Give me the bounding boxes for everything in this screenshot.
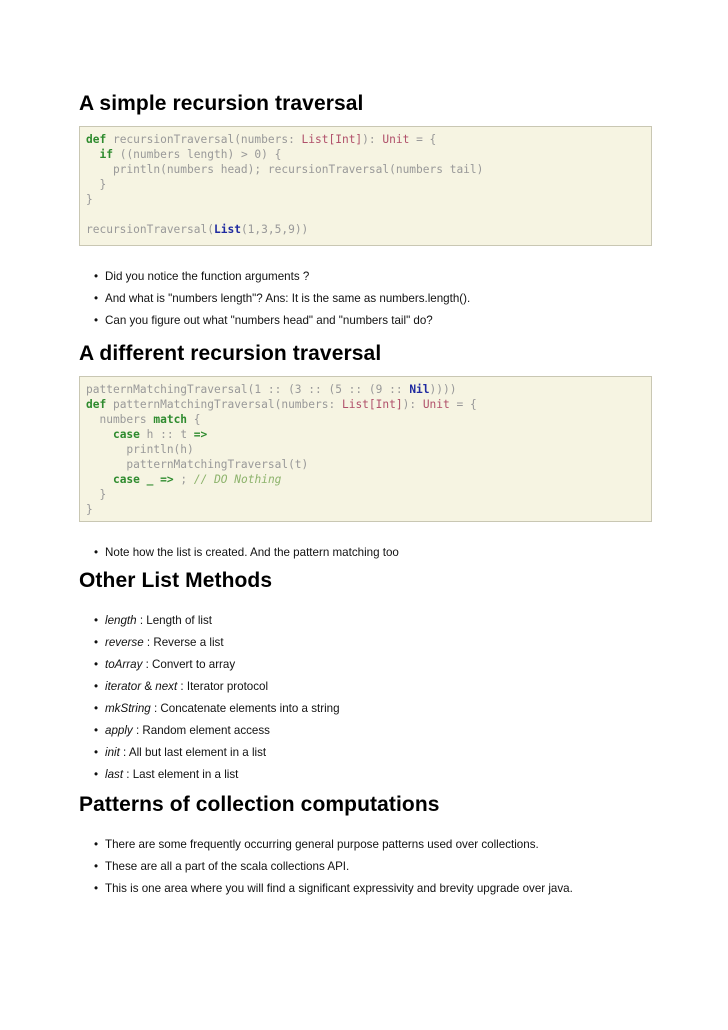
- code-block-pattern-matching: [79, 376, 652, 522]
- code-token: }: [86, 193, 93, 206]
- code-token: }: [86, 503, 93, 516]
- bullet-list-list-methods: [94, 610, 654, 786]
- bullet-dot: •: [94, 882, 99, 895]
- method-name: mkString: [105, 702, 151, 715]
- code-line: [86, 412, 645, 427]
- list-item: [94, 632, 654, 654]
- section-heading-collection-patterns: Patterns of collection computations: [79, 793, 440, 816]
- method-name: reverse: [105, 636, 144, 649]
- method-name: last: [105, 768, 124, 781]
- list-item: [94, 310, 654, 332]
- list-item: [94, 288, 654, 310]
- list-item: [94, 764, 654, 786]
- code-token: }: [86, 488, 107, 501]
- code-token: List[Int]: [301, 133, 363, 146]
- code-line: [86, 487, 645, 502]
- code-token: Unit: [422, 398, 450, 411]
- code-line: [86, 177, 645, 192]
- code-token: _: [146, 473, 154, 486]
- section-heading-different-recursion: A different recursion traversal: [79, 342, 382, 365]
- code-token: // DO Nothing: [193, 473, 282, 486]
- code-token: (1,3,5,9)): [240, 223, 309, 236]
- list-item-text: These are all a part of the scala collections API.: [105, 860, 350, 873]
- code-token: Nil: [409, 383, 430, 396]
- bullet-dot: •: [94, 724, 99, 737]
- list-item-text: There are some frequently occurring general purpose patterns used over collections.: [105, 838, 539, 851]
- list-item: [94, 610, 654, 632]
- bullet-dot: •: [94, 292, 99, 305]
- code-line: [86, 442, 645, 457]
- bullet-dot: •: [94, 860, 99, 873]
- section-heading-simple-recursion: A simple recursion traversal: [79, 92, 364, 115]
- code-token: )))): [429, 383, 457, 396]
- code-line: [86, 132, 645, 147]
- code-token: println(numbers head); recursionTraversal(numbers tail): [86, 163, 484, 176]
- code-line: [86, 502, 645, 517]
- bullet-dot: •: [94, 702, 99, 715]
- bullet-dot: •: [94, 270, 99, 283]
- code-token: = {: [449, 398, 477, 411]
- code-token: ;: [173, 473, 194, 486]
- code-token: List[Int]: [341, 398, 403, 411]
- list-item-text: : Random element access: [132, 724, 270, 737]
- bullet-dot: •: [94, 838, 99, 851]
- bullet-dot: •: [94, 614, 99, 627]
- code-token: println(h): [86, 443, 194, 456]
- code-token: case: [112, 428, 140, 441]
- list-item-text: : Last element in a list: [123, 768, 239, 781]
- code-token: [86, 428, 113, 441]
- code-token: recursionTraversal(numbers:: [106, 133, 302, 146]
- method-name: toArray: [105, 658, 143, 671]
- list-item-text: And what is "numbers length"? Ans: It is the same as numbers.length().: [105, 292, 471, 305]
- code-token: patternMatchingTraversal(t): [86, 458, 309, 471]
- bullet-dot: •: [94, 636, 99, 649]
- code-token: numbers: [86, 413, 154, 426]
- code-token: def: [86, 398, 107, 411]
- list-item-text: : Length of list: [136, 614, 212, 627]
- code-line: [86, 382, 645, 397]
- bullet-dot: •: [94, 746, 99, 759]
- code-token: recursionTraversal(: [86, 223, 214, 236]
- list-item: [94, 878, 654, 900]
- code-token: =>: [160, 473, 174, 486]
- code-token: [86, 148, 99, 161]
- code-token: = {: [409, 133, 437, 146]
- code-token: patternMatchingTraversal(numbers:: [106, 398, 342, 411]
- code-token: patternMatchingTraversal(1 :: (3 :: (5 :: (9 ::: [86, 383, 410, 396]
- code-token: h :: t: [139, 428, 194, 441]
- bullet-list-simple-recursion: [94, 266, 654, 332]
- list-item-text: This is one area where you will find a significant expressivity and brevity upgrade over java.: [105, 882, 573, 895]
- code-token: ):: [402, 398, 423, 411]
- code-token: def: [86, 133, 107, 146]
- code-token: List: [213, 223, 241, 236]
- code-token: }: [86, 178, 107, 191]
- list-item-text: Note how the list is created. And the pattern matching too: [105, 546, 399, 559]
- code-token: match: [153, 413, 188, 426]
- list-item-text: : Concatenate elements into a string: [150, 702, 340, 715]
- code-token: ):: [362, 133, 383, 146]
- list-item-text: : All but last element in a list: [119, 746, 267, 759]
- method-name: length: [105, 614, 137, 627]
- bullet-list-collection-patterns: [94, 834, 654, 900]
- code-line: [86, 207, 645, 222]
- list-item-text: : Reverse a list: [143, 636, 224, 649]
- code-token: {: [187, 413, 201, 426]
- code-token: ((numbers length) > 0) {: [112, 148, 282, 161]
- code-line: [86, 427, 645, 442]
- code-line: [86, 472, 645, 487]
- method-name: next: [155, 680, 178, 693]
- method-name: apply: [105, 724, 133, 737]
- list-item: [94, 720, 654, 742]
- code-token: [140, 473, 147, 486]
- code-token: case: [112, 473, 140, 486]
- code-line: [86, 192, 645, 207]
- list-item: [94, 542, 654, 564]
- code-token: =>: [193, 428, 208, 441]
- list-item-text: &: [141, 680, 156, 693]
- list-item-text: : Iterator protocol: [177, 680, 269, 693]
- section-heading-list-methods: Other List Methods: [79, 569, 273, 592]
- method-name: init: [105, 746, 120, 759]
- bullet-dot: •: [94, 768, 99, 781]
- bullet-dot: •: [94, 314, 99, 327]
- bullet-dot: •: [94, 658, 99, 671]
- code-line: [86, 222, 645, 237]
- bullet-list-pattern-matching: [94, 542, 654, 564]
- code-block-simple-recursion: [79, 126, 652, 246]
- list-item: [94, 266, 654, 288]
- bullet-dot: •: [94, 680, 99, 693]
- code-line: [86, 397, 645, 412]
- code-line: [86, 162, 645, 177]
- code-line: [86, 147, 645, 162]
- code-token: [86, 473, 113, 486]
- method-name: iterator: [105, 680, 142, 693]
- list-item: [94, 834, 654, 856]
- list-item-text: : Convert to array: [142, 658, 236, 671]
- list-item: [94, 856, 654, 878]
- list-item: [94, 676, 654, 698]
- list-item: [94, 698, 654, 720]
- code-token: if: [99, 148, 113, 161]
- list-item: [94, 742, 654, 764]
- list-item-text: Can you figure out what "numbers head" and "numbers tail" do?: [105, 314, 433, 327]
- list-item: [94, 654, 654, 676]
- code-line: [86, 457, 645, 472]
- bullet-dot: •: [94, 546, 99, 559]
- list-item-text: Did you notice the function arguments ?: [105, 270, 310, 283]
- code-token: Unit: [382, 133, 410, 146]
